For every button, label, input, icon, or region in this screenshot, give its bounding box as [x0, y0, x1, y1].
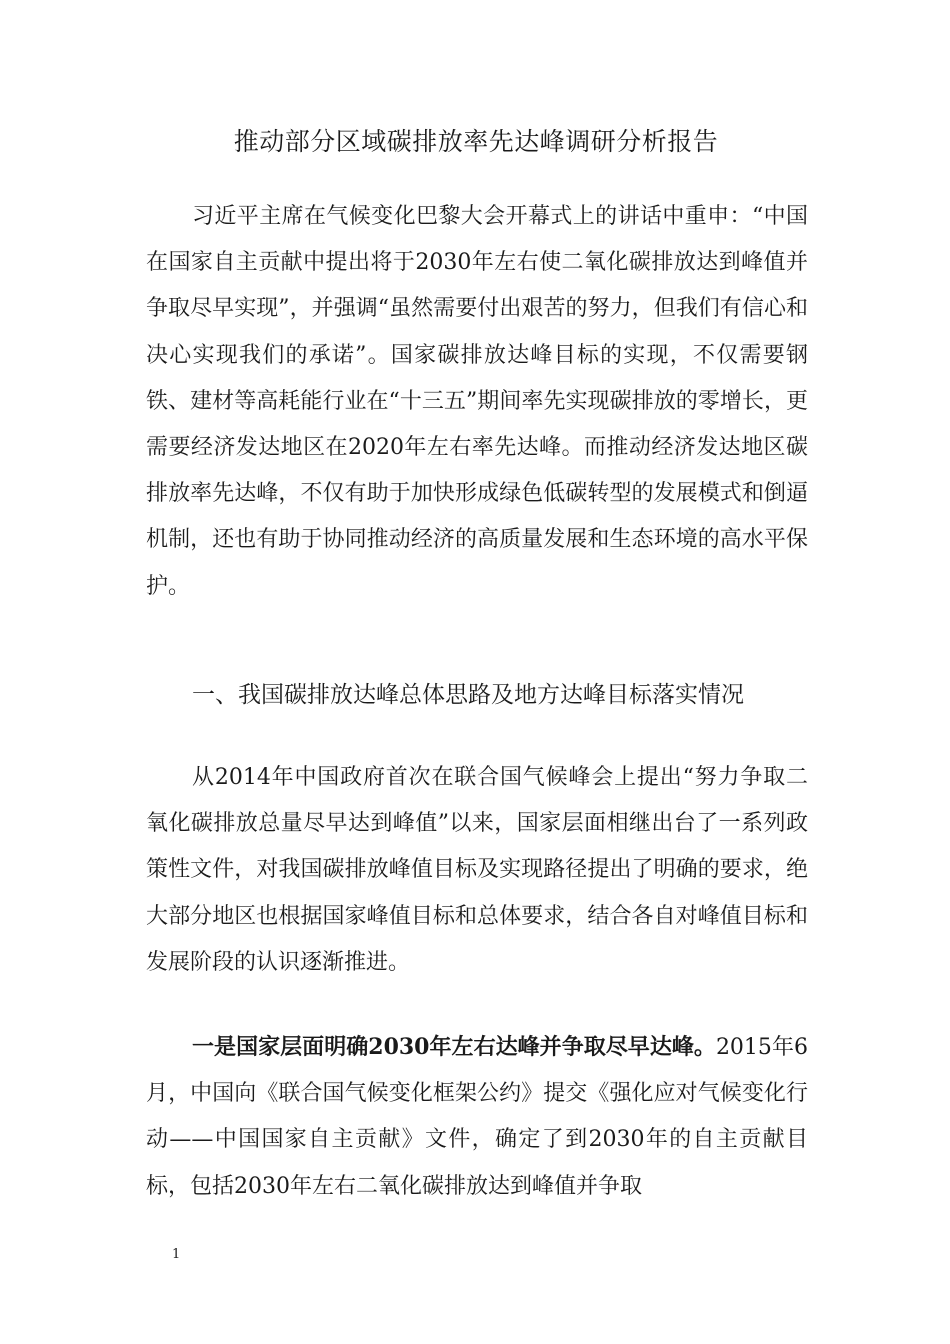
- point1-body: 2015年6月，中国向《联合国气候变化框架公约》提交《强化应对气候变化行动——中国国家自主贡献》文件，确定了到2030年的自主贡献目标，包括2030年左右二氧化碳排放达到峰值并争取: [146, 1035, 808, 1199]
- point1-paragraph: [146, 1024, 808, 1210]
- section-heading-1: 一、我国碳排放达峰总体思路及地方达峰目标落实情况: [192, 682, 744, 708]
- intro-paragraph: 习近平主席在气候变化巴黎大会开幕式上的讲话中重申：“中国在国家自主贡献中提出将于2030年左右使二氧化碳排放达到峰值并争取尽早实现”，并强调“虽然需要付出艰苦的努力，但我们有信心和决心实现我们的承诺”。国家碳排放达峰目标的实现，不仅需要钢铁、建材等高耗能行业在“十三五”期间率先实现碳排放的零增长，更需要经济发达地区在2020年左右率先达峰。而推动经济发达地区碳排放率先达峰，不仅有助于加快形成绿色低碳转型的发展模式和倒逼机制，还也有助于协同推动经济的高质量发展和生态环境的高水平保护。: [146, 204, 808, 599]
- document-title: 推动部分区域碳排放率先达峰调研分析报告: [233, 127, 719, 156]
- section1-paragraph: 从2014年中国政府首次在联合国气候峰会上提出“努力争取二氧化碳排放总量尽早达到峰值”以来，国家层面相继出台了一系列政策性文件，对我国碳排放峰值目标及实现路径提出了明确的要求，绝大部分地区也根据国家峰值目标和总体要求，结合各自对峰值目标和发展阶段的认识逐渐推进。: [146, 765, 808, 975]
- point1-lead: 一是国家层面明确2030年左右达峰并争取尽早达峰。: [192, 1034, 716, 1060]
- page-number: 1: [172, 1247, 181, 1262]
